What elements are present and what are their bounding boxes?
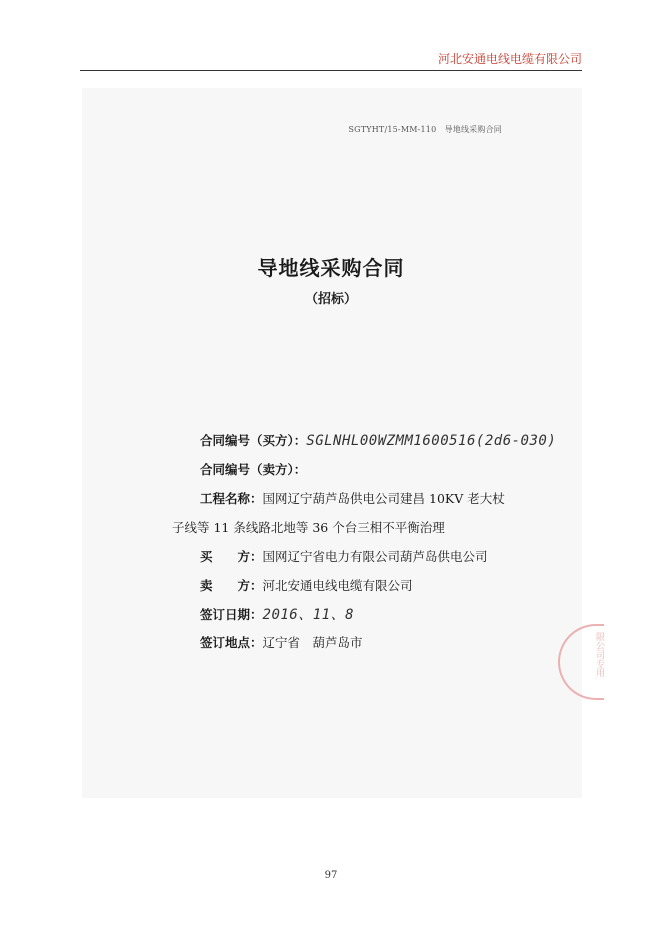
page-number: 97 (324, 870, 338, 881)
buyer-value: 国网辽宁省电力有限公司葫芦岛供电公司 (262, 549, 488, 564)
document-title: 导地线采购合同 (257, 256, 405, 280)
project-name (200, 489, 505, 507)
seller-value: 河北安通电线电缆有限公司 (262, 578, 413, 593)
contract-number-buyer-value: SGLNHL00WZMM1600516(2d6-030) (306, 433, 557, 449)
contract-number-buyer (200, 431, 556, 449)
contract-number-buyer-label: 合同编号（买方）： (200, 433, 307, 448)
document-subtitle: （招标） (304, 292, 357, 307)
signing-place-value: 辽宁省 葫芦岛市 (262, 635, 363, 650)
buyer-label: 买 方： (200, 549, 263, 564)
project-name-line1: 国网辽宁葫芦岛供电公司建昌 10KV 老大杖 (262, 491, 505, 506)
header-company-name: 河北安通电线电缆有限公司 (437, 52, 582, 66)
seller-label: 卖 方： (200, 578, 263, 593)
signing-date (200, 604, 354, 624)
project-name-continued (172, 518, 445, 536)
document-code: SGTYHT/15-MM-110 导地线采购合同 (348, 125, 502, 134)
company-seal-stamp: 限公司专用 (558, 624, 604, 700)
header-divider (80, 70, 582, 71)
project-name-line2: 子线等 11 条线路北地等 36 个台三相不平衡治理 (172, 520, 445, 535)
buyer (200, 547, 488, 565)
signing-place-label: 签订地点： (200, 635, 263, 650)
contract-number-seller (200, 460, 306, 478)
signing-date-label: 签订日期： (200, 607, 263, 622)
signing-date-value: 2016、11、8 (262, 607, 355, 623)
signing-place (200, 633, 363, 651)
project-name-label: 工程名称： (200, 491, 263, 506)
seller (200, 576, 413, 594)
contract-number-seller-label: 合同编号（卖方）： (200, 462, 307, 477)
